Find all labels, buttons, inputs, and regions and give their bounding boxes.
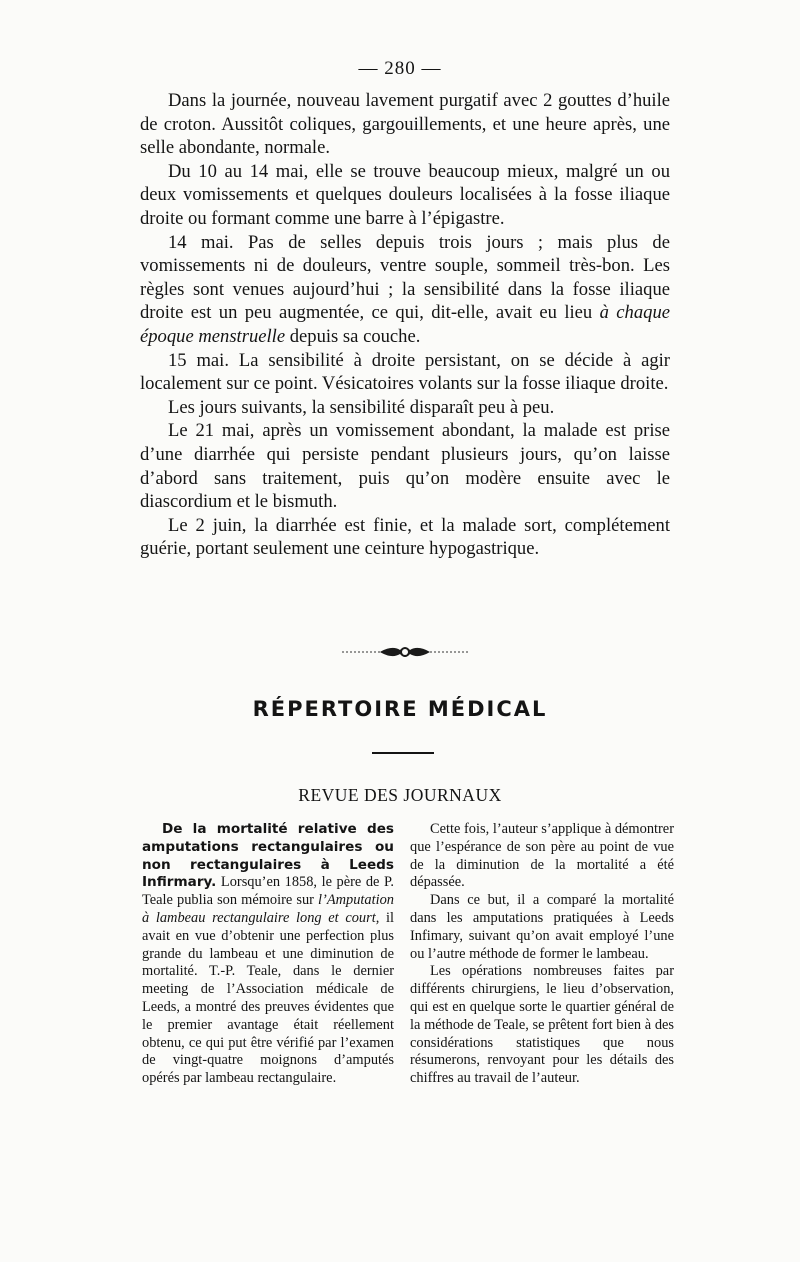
- title-rule: [372, 752, 434, 754]
- article-paragraph: Cette fois, l’auteur s’applique à démontrer que l’espérance de son père au point de vue de la diminution de la mortalité a été dépassée.: [410, 821, 674, 891]
- article-text: il avait en vue d’obtenir une perfection plus grande du lambeau et une diminution de mortalité. T.-P. Teale, dans le dernier meeting de l’Association médicale de Leeds, a montré des preuves évidentes que le premier avantage était réellement obtenu, ce qui put être vérifié par l’examen de vingt-quatre moignons d’amputés opérés par lambeau rectangulaire.: [142, 909, 394, 1087]
- case-report-text: [140, 89, 670, 561]
- subsection-title: REVUE DES JOURNAUX: [298, 785, 502, 805]
- section-title: RÉPERTOIRE MÉDICAL: [252, 697, 548, 721]
- paragraph: Du 10 au 14 mai, elle se trouve beaucoup mieux, malgré un ou deux vomissements et quelques douleurs localisées à la fosse iliaque droite ou formant comme une barre à l’épigastre.: [140, 160, 670, 229]
- paragraph: Les jours suivants, la sensibilité disparaît peu à peu.: [168, 396, 555, 418]
- paragraph: Le 2 juin, la diarrhée est finie, et la malade sort, complétement guérie, portant seulement une ceinture hypogastrique.: [140, 514, 670, 560]
- paragraph-text: depuis sa couche.: [285, 325, 421, 347]
- paragraph: Le 21 mai, après un vomissement abondant, la malade est prise d’une diarrhée qui persiste pendant plusieurs jours, qu’on laisse d’abord sans traitement, puis qu’on modère ensuite avec le diascordium et le bismuth.: [140, 420, 670, 513]
- article-text: Lorsqu’en 1858, le père de P. Teale publia son mémoire sur: [142, 874, 394, 909]
- fleuron-ornament-icon: [340, 640, 470, 664]
- paragraph-text: 14 mai. Pas de selles depuis trois jours ; mais plus de vomissements ni de douleurs, ventre souple, sommeil très-bon. Les règles sont venues aujourd’hui ; la sensibilité dans la fosse iliaque droite est un peu augmentée, ce qui, dit-elle, avait eu lieu: [140, 231, 670, 324]
- paragraph: [140, 231, 670, 349]
- paragraph: Dans la journée, nouveau lavement purgatif avec 2 gouttes d’huile de croton. Aussitôt coliques, gargouillements, et une heure après, une selle abondante, normale.: [140, 90, 670, 159]
- paragraph: 15 mai. La sensibilité à droite persistant, on se décide à agir localement sur ce point. Vésicatoires volants sur la fosse iliaque droite.: [140, 349, 670, 395]
- article-italic-text: l’Amputation à lambeau rectangulaire long et court,: [142, 892, 394, 926]
- right-column: [410, 821, 674, 1088]
- article-paragraph: [142, 821, 394, 1088]
- left-column: [142, 821, 394, 1088]
- article-paragraph: Dans ce but, il a comparé la mortalité dans les amputations pratiquées à Leeds Infimary, suivant qu’on avait employé l’une ou l’autre méthode de former le lambeau.: [410, 892, 674, 962]
- paragraph-italic-text: à chaque époque menstruelle: [140, 302, 670, 347]
- article-paragraph: Les opérations nombreuses faites par différents chirurgiens, le lieu d’observation, qui est en quelque sorte le quartier général de la méthode de Teale, se prêtent fort bien à des considérations statistiques que nous résumerons, renvoyant pour les détails des chiffres au travail de l’auteur.: [410, 963, 674, 1087]
- page-number: — 280 —: [358, 58, 442, 79]
- article-title: De la mortalité relative des amputations rectangulaires ou non rectangulaires à Leeds Infirmary.: [142, 821, 394, 891]
